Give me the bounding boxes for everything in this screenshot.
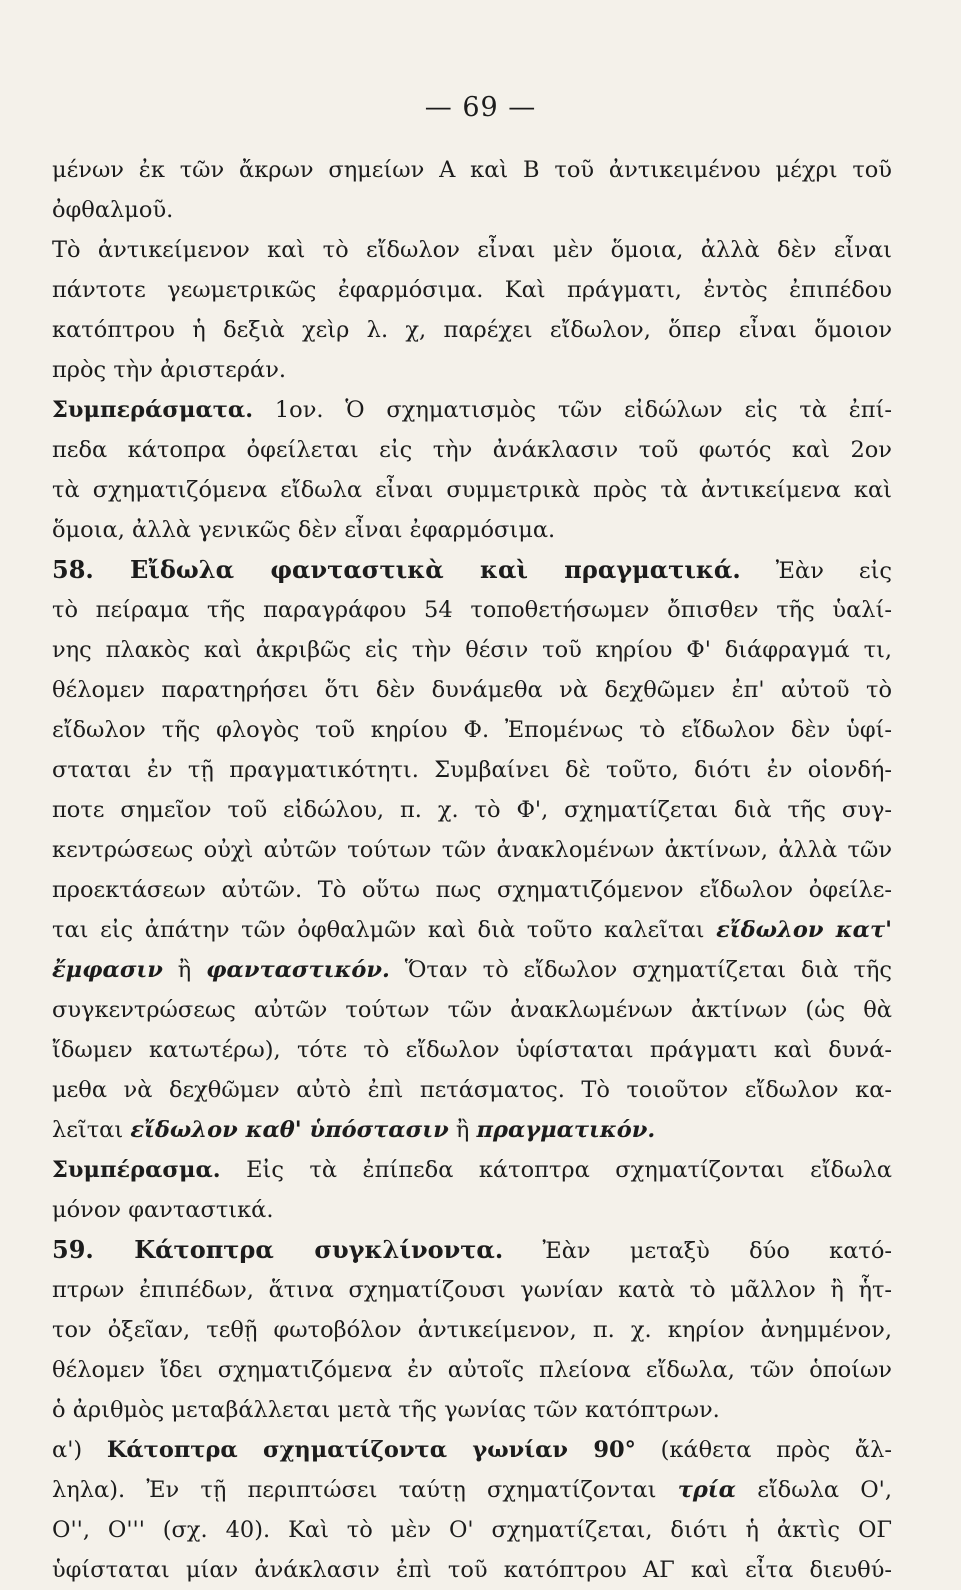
term-emphasis: ἔμφασιν: [52, 957, 163, 983]
term-emphasis: τρία: [677, 1477, 736, 1503]
term-emphasis: πραγματικόν.: [476, 1117, 656, 1143]
text-line: ἴδωμεν κατωτέρω), τότε τὸ εἴδωλον ὑφίσταται πράγματι καὶ δυνά-: [52, 1037, 892, 1063]
text-line: νης πλακὸς καὶ ἀκριβῶς εἰς τὴν θέσιν τοῦ κηρίου Φ' διάφραγμά τι,: [52, 637, 892, 663]
text-line: ὀφθαλμοῦ.: [52, 197, 174, 223]
text-line: πτρων ἐπιπέδων, ἅτινα σχηματίζουσι γωνίαν κατὰ τὸ μᾶλλον ἢ ἧτ-: [52, 1277, 892, 1303]
text-line: μεθα νὰ δεχθῶμεν αὐτὸ ἐπὶ πετάσματος. Τὸ τοιοῦτον εἴδωλον κα-: [52, 1077, 892, 1103]
text-line: α') Κάτοπτρα σχηματίζοντα γωνίαν 90° (κάθετα πρὸς ἄλ-: [52, 1437, 892, 1463]
text-line: Συμπέρασμα. Εἰς τὰ ἐπίπεδα κάτοπτρα σχηματίζονται εἴδωλα: [52, 1157, 892, 1183]
page-number: — 69 —: [424, 92, 537, 123]
text-line: πρὸς τὴν ἀριστεράν.: [52, 357, 287, 383]
text-line: πεδα κάτοπρα ὀφείλεται εἰς τὴν ἀνάκλασιν τοῦ φωτός καὶ 2ον: [52, 437, 892, 463]
text-line: πάντοτε γεωμετρικῶς ἐφαρμόσιμα. Καὶ πράγματι, ἐντὸς ἐπιπέδου: [52, 277, 892, 303]
text-line: θέλομεν ἴδει σχηματιζόμενα ἐν αὐτοῖς πλείονα εἴδωλα, τῶν ὁποίων: [52, 1357, 892, 1383]
text-line: 59. Κάτοπτρα συγκλίνοντα. Ἐὰν μεταξὺ δύο κατό-: [52, 1235, 892, 1264]
text-line: προεκτάσεων αὐτῶν. Τὸ οὕτω πως σχηματιζόμενον εἴδωλον ὀφείλε-: [52, 877, 892, 903]
section-heading-59: 59. Κάτοπτρα συγκλίνοντα.: [52, 1235, 504, 1264]
text-line: λεῖται εἴδωλον καθ' ὑπόστασιν ἢ πραγματικόν.: [52, 1117, 656, 1143]
text-line: σταται ἐν τῇ πραγματικότητι. Συμβαίνει δὲ τοῦτο, διότι ἐν οἱονδή-: [52, 757, 892, 783]
term-emphasis: εἴδωλον κατ': [716, 917, 892, 943]
text-line: Συμπεράσματα. 1ον. Ὁ σχηματισμὸς τῶν εἰδώλων εἰς τὰ ἐπί-: [52, 397, 892, 423]
text-line: Τὸ ἀντικείμενον καὶ τὸ εἴδωλον εἶναι μὲν ὅμοια, ἀλλὰ δὲν εἶναι: [52, 237, 892, 263]
text-line: ληλα). Ἐν τῇ περιπτώσει ταύτῃ σχηματίζονται τρία εἴδωλα Ο',: [52, 1477, 892, 1503]
section-label: Συμπέρασμα.: [52, 1157, 221, 1183]
section-heading-58: 58. Εἴδωλα φανταστικὰ καὶ πραγματικά.: [52, 555, 741, 584]
text-line: εἴδωλον τῆς φλογὸς τοῦ κηρίου Φ. Ἐπομένως τὸ εἴδωλον δὲν ὑφί-: [52, 717, 892, 743]
text-line: ἔμφασιν ἢ φανταστικόν. Ὅταν τὸ εἴδωλον σχηματίζεται διὰ τῆς: [52, 957, 892, 983]
subsection-heading: Κάτοπτρα σχηματίζοντα γωνίαν 90°: [106, 1437, 636, 1463]
body-text: [52, 150, 892, 1590]
text-line: ται εἰς ἀπάτην τῶν ὀφθαλμῶν καὶ διὰ τοῦτο καλεῖται εἴδωλον κατ': [52, 917, 892, 943]
text-line: κεντρώσεως οὐχὶ αὐτῶν τούτων τῶν ἀνακλομένων ἀκτίνων, ἀλλὰ τῶν: [52, 837, 892, 863]
text-line: 58. Εἴδωλα φανταστικὰ καὶ πραγματικά. Ἐὰν εἰς: [52, 555, 892, 584]
text-line: τὰ σχηματιζόμενα εἴδωλα εἶναι συμμετρικὰ πρὸς τὰ ἀντικείμενα καὶ: [52, 477, 892, 503]
text-line: τον ὀξεῖαν, τεθῇ φωτοβόλον ἀντικείμενον, π. χ. κηρίον ἀνημμένον,: [52, 1317, 892, 1343]
text-line: θέλομεν παρατηρήσει ὅτι δὲν δυνάμεθα νὰ δεχθῶμεν ἐπ' αὐτοῦ τὸ: [52, 677, 892, 703]
text-line: Ο'', Ο''' (σχ. 40). Καὶ τὸ μὲν Ο' σχηματίζεται, διότι ἡ ἀκτὶς ΟΓ: [52, 1517, 892, 1543]
text-line: μόνον φανταστικά.: [52, 1197, 274, 1223]
term-emphasis: εἴδωλον καθ' ὑπόστασιν: [130, 1117, 449, 1143]
text-line: κατόπτρου ἡ δεξιὰ χεὶρ λ. χ, παρέχει εἴδωλον, ὅπερ εἶναι ὅμοιον: [52, 317, 892, 343]
term-emphasis: φανταστικόν.: [206, 957, 390, 983]
text-line: ὁ ἀριθμὸς μεταβάλλεται μετὰ τῆς γωνίας τῶν κατόπτρων.: [52, 1397, 720, 1423]
text-line: συγκεντρώσεως αὐτῶν τούτων τῶν ἀνακλωμένων ἀκτίνων (ὡς θὰ: [52, 997, 892, 1023]
text-line: ποτε σημεῖον τοῦ εἰδώλου, π. χ. τὸ Φ', σχηματίζεται διὰ τῆς συγ-: [52, 797, 892, 823]
text-line: τὸ πείραμα τῆς παραγράφου 54 τοποθετήσωμεν ὄπισθεν τῆς ὑαλί-: [52, 597, 892, 623]
text-line: ὅμοια, ἀλλὰ γενικῶς δὲν εἶναι ἐφαρμόσιμα.: [52, 517, 556, 543]
section-label: Συμπεράσματα.: [52, 397, 254, 423]
text-line: μένων ἐκ τῶν ἄκρων σημείων Α καὶ Β τοῦ ἀντικειμένου μέχρι τοῦ: [52, 157, 892, 183]
text-line: ὑφίσταται μίαν ἀνάκλασιν ἐπὶ τοῦ κατόπτρου ΑΓ καὶ εἶτα διευθύ-: [52, 1557, 892, 1583]
